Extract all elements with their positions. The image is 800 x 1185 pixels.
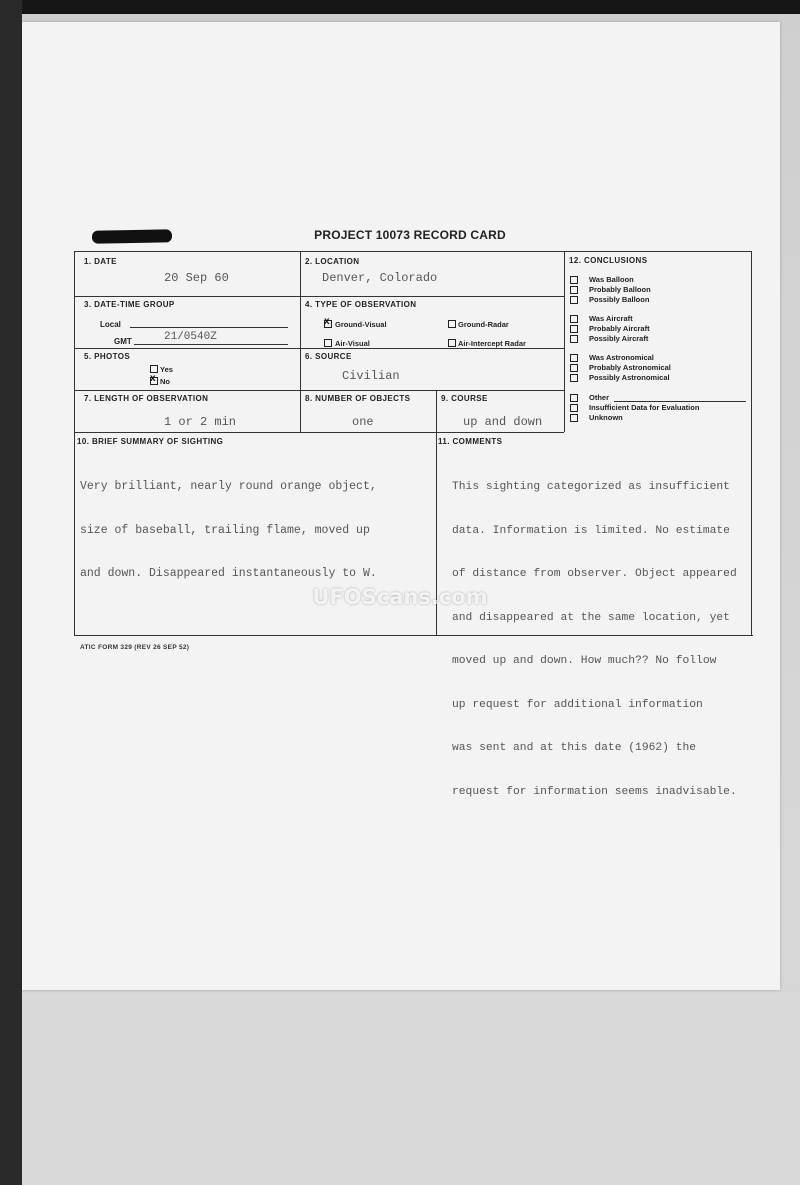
ground-radar-checkbox[interactable] (448, 320, 456, 328)
divider-v-photos (300, 390, 301, 432)
scan-lower-strip (22, 992, 800, 1185)
comments-line: data. Information is limited. No estimate (452, 524, 730, 537)
was-balloon-checkbox[interactable] (570, 276, 578, 284)
card-title: PROJECT 10073 RECORD CARD (314, 228, 506, 242)
photos-no-label: No (160, 377, 170, 386)
probably-astronomical-label: Probably Astronomical (589, 363, 671, 372)
length-value: 1 or 2 min (164, 415, 237, 429)
summary-text (80, 451, 377, 596)
ground-radar-label: Ground-Radar (458, 320, 509, 329)
date-time-group-label: 3. DATE-TIME GROUP (84, 300, 175, 309)
unknown-checkbox[interactable] (570, 414, 578, 422)
possibly-balloon-checkbox[interactable] (570, 296, 578, 304)
was-astronomical-label: Was Astronomical (589, 353, 654, 362)
divider-h2 (74, 348, 564, 349)
divider-v2 (564, 251, 565, 432)
date-value: 20 Sep 60 (164, 271, 229, 285)
location-label: 2. LOCATION (305, 257, 360, 266)
comments-line: moved up and down. How much?? No follow (452, 655, 717, 667)
form-border-top (74, 251, 751, 252)
was-astronomical-checkbox[interactable] (570, 354, 578, 362)
photos-label: 5. PHOTOS (84, 352, 131, 361)
was-aircraft-label: Was Aircraft (589, 314, 633, 323)
form-border-right (751, 251, 752, 636)
probably-aircraft-label: Probably Aircraft (589, 324, 650, 333)
probably-balloon-label: Probably Balloon (589, 285, 651, 294)
divider-h4 (74, 432, 564, 433)
air-visual-checkbox[interactable] (324, 339, 332, 347)
was-balloon-label: Was Balloon (589, 275, 634, 284)
redaction-mark (92, 229, 172, 243)
possibly-astronomical-checkbox[interactable] (570, 374, 578, 382)
probably-aircraft-checkbox[interactable] (570, 325, 578, 333)
possibly-aircraft-checkbox[interactable] (570, 335, 578, 343)
probably-astronomical-checkbox[interactable] (570, 364, 578, 372)
was-aircraft-checkbox[interactable] (570, 315, 578, 323)
date-label: 1. DATE (84, 257, 117, 266)
scan-left-edge (0, 0, 22, 1185)
form-border-left (74, 251, 75, 636)
other-underline (614, 401, 746, 402)
location-value: Denver, Colorado (322, 271, 438, 285)
air-visual-label: Air-Visual (335, 339, 370, 348)
divider-h3 (74, 390, 564, 391)
gmt-label: GMT (114, 337, 132, 346)
scan-top-edge (0, 0, 800, 14)
type-of-observation-label: 4. TYPE OF OBSERVATION (305, 300, 417, 309)
length-label: 7. LENGTH OF OBSERVATION (84, 394, 209, 403)
insufficient-data-label: Insufficient Data for Evaluation (589, 403, 700, 412)
summary-line: and down. Disappeared instantaneously to W. (80, 567, 377, 580)
possibly-astronomical-label: Possibly Astronomical (589, 373, 670, 382)
summary-label: 10. BRIEF SUMMARY OF SIGHTING (77, 437, 224, 446)
photos-yes-checkbox[interactable] (150, 365, 158, 373)
possibly-aircraft-label: Possibly Aircraft (589, 334, 649, 343)
course-label: 9. COURSE (441, 394, 488, 403)
summary-line: Very brilliant, nearly round orange object, (80, 480, 377, 493)
comments-line: and disappeared at the same location, yet (452, 611, 730, 624)
probably-balloon-checkbox[interactable] (570, 286, 578, 294)
photos-no-checkbox[interactable]: x (150, 377, 158, 385)
air-intercept-radar-checkbox[interactable] (448, 339, 456, 347)
conclusions-label: 12. CONCLUSIONS (569, 256, 648, 265)
ground-visual-checkbox[interactable]: x (324, 320, 332, 328)
number-of-objects-value: one (352, 415, 374, 429)
divider-h1 (74, 296, 564, 297)
comments-text (452, 451, 737, 814)
unknown-label: Unknown (589, 413, 623, 422)
source-label: 6. SOURCE (305, 352, 352, 361)
watermark: UFOScans.com (312, 585, 488, 609)
summary-line: size of baseball, trailing flame, moved up (80, 523, 370, 537)
comments-line: request for information seems inadvisable. (452, 785, 737, 798)
insufficient-data-checkbox[interactable] (570, 404, 578, 412)
air-intercept-radar-label: Air-Intercept Radar (458, 339, 526, 348)
other-checkbox[interactable] (570, 394, 578, 402)
course-value: up and down (463, 415, 543, 429)
other-label: Other (589, 393, 610, 402)
gmt-underline (134, 344, 288, 345)
ground-visual-label: Ground-Visual (335, 320, 387, 329)
comments-line: was sent and at this date (1962) the (452, 742, 697, 754)
photos-yes-label: Yes (160, 365, 173, 374)
comments-line: This sighting categorized as insufficient (452, 481, 730, 493)
comments-label: 11. COMMENTS (438, 437, 503, 446)
comments-line: of distance from observer. Object appeared (452, 568, 737, 580)
form-number: ATIC FORM 329 (REV 26 SEP 52) (80, 644, 190, 651)
comments-line: up request for additional information (452, 698, 703, 711)
source-value: Civilian (342, 369, 400, 383)
possibly-balloon-label: Possibly Balloon (589, 295, 650, 304)
local-label: Local (100, 320, 121, 329)
local-underline (130, 327, 288, 328)
number-of-objects-label: 8. NUMBER OF OBJECTS (305, 394, 411, 403)
gmt-value: 21/0540Z (164, 331, 217, 343)
